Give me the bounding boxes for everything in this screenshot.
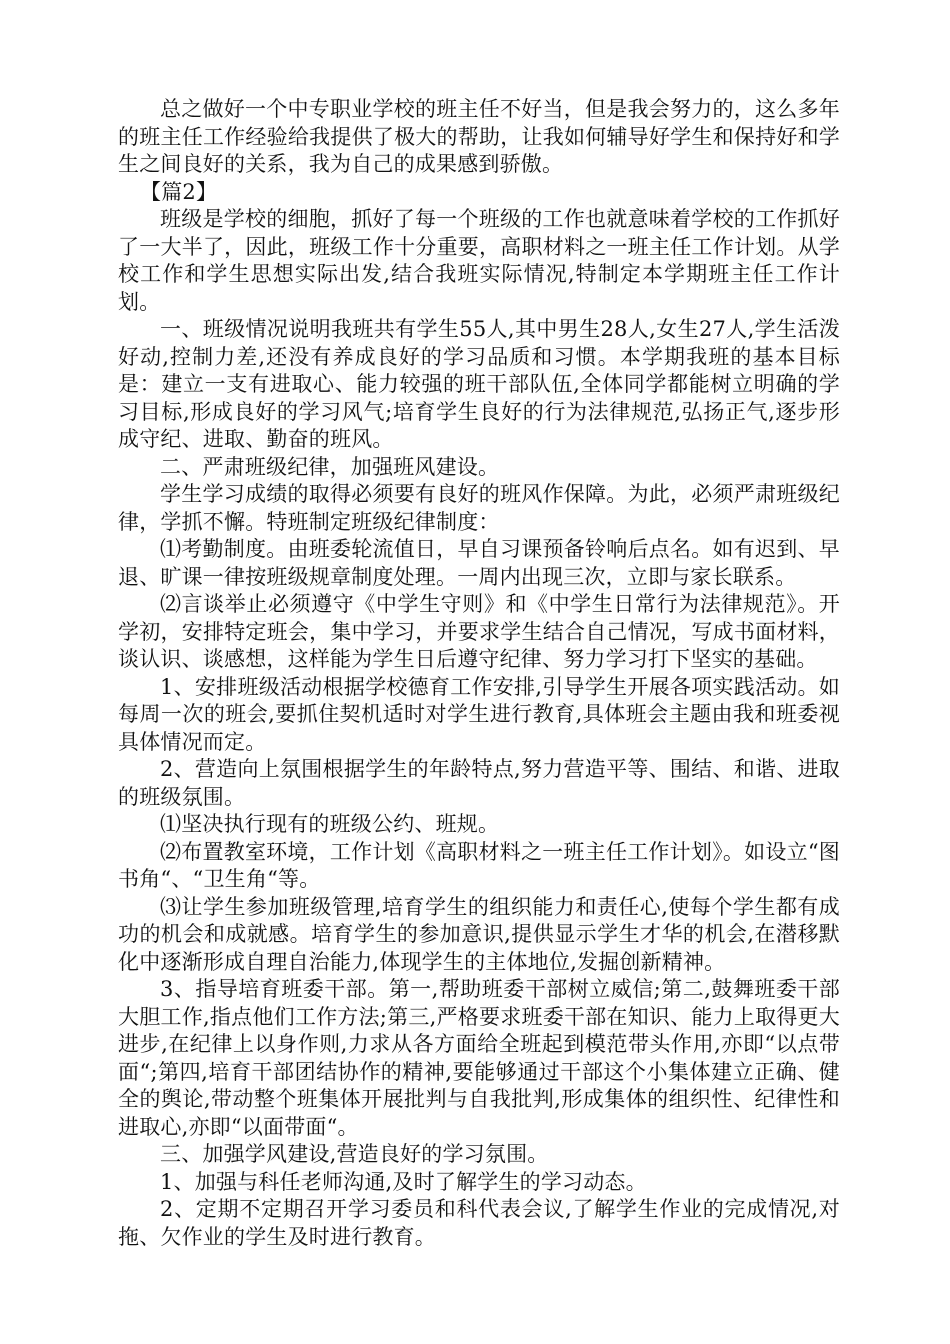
paragraph-intro: 班级是学校的细胞，抓好了每一个班级的工作也就意味着学校的工作抓好了一大半了，因此，班级工作十分重要，高职材料之一班主任工作计划。从学校工作和学生思想实际出发,结合我班实际情况,特制定本学期班主任工作计划。 [118, 207, 840, 314]
document-body [118, 96, 840, 1251]
paragraph-attendance: ⑴考勤制度。由班委轮流值日，早自习课预备铃响后点名。如有迟到、早退、旷课一律按班级规章制度处理。一周内出现三次，立即与家长联系。 [118, 537, 840, 589]
paragraph-discipline-heading: 二、严肃班级纪律，加强班风建设。 [160, 454, 500, 479]
paragraph-teacher-communication: 1、加强与科任老师沟通,及时了解学生的学习动态。 [160, 1169, 647, 1194]
paragraph-atmosphere: 2、营造向上氛围根据学生的年龄特点,努力营造平等、围结、和谐、进取的班级氛围。 [118, 757, 840, 809]
paragraph-study-style-heading: 三、加强学风建设,营造良好的学习氛围。 [160, 1142, 549, 1166]
section-heading-part-2: 【篇2】 [140, 179, 218, 204]
paragraph-discipline-intro: 学生学习成绩的取得必须要有良好的班风作保障。为此，必须严肃班级纪律，学抓不懈。特班制定班级纪律制度： [118, 482, 840, 534]
paragraph-conduct: ⑵言谈举止必须遵守《中学生守则》和《中学生日常行为法律规范》。开学初，安排特定班会，集中学习，并要求学生结合自己情况，写成书面材料，谈认识、谈感想，这样能为学生日后遵守纪律、努力学习打下坚实的基础。 [118, 592, 840, 671]
paragraph-conclusion: 总之做好一个中专职业学校的班主任不好当，但是我会努力的，这么多年的班主任工作经验给我提供了极大的帮助，让我如何辅导好学生和保持好和学生之间良好的关系，我为自己的成果感到骄傲。 [118, 97, 840, 176]
paragraph-meetings: 2、定期不定期召开学习委员和科代表会议,了解学生作业的完成情况,对拖、欠作业的学生及时进行教育。 [118, 1197, 840, 1249]
paragraph-activities: 1、安排班级活动根据学校德育工作安排,引导学生开展各项实践活动。如每周一次的班会,要抓住契机适时对学生进行教育,具体班会主题由我和班委视具体情况而定。 [118, 674, 840, 754]
paragraph-class-rules: ⑴坚决执行现有的班级公约、班规。 [160, 812, 500, 836]
paragraph-class-committee: 3、指导培育班委干部。第一,帮助班委干部树立威信;第二,鼓舞班委干部大胆工作,指点他们工作方法;第三,严格要求班委干部在知识、能力上取得更大进步,在纪律上以身作则,力求从各方面给全班起到模范带头作用,亦即“以点带面“;第四,培育干部团结协作的精神,要能够通过干部这个小集体建立正确、健全的舆论,带动整个班集体开展批判与自我批判,形成集体的组织性、纪律性和进取心,亦即“以面带面“。 [118, 977, 840, 1139]
paragraph-participation: ⑶让学生参加班级管理,培育学生的组织能力和责任心,使每个学生都有成功的机会和成就感。培育学生的参加意识,提供显示学生才华的机会,在潜移默化中逐渐形成自理自治能力,体现学生的主体地位,发掘创新精神。 [118, 894, 840, 974]
paragraph-class-situation: 一、班级情况说明我班共有学生55人,其中男生28人,女生27人,学生活泼好动,控制力差,还没有养成良好的学习品质和习惯。本学期我班的基本目标是：建立一支有进取心、能力较强的班干部队伍,全体同学都能树立明确的学习目标,形成良好的学习风气;培育学生良好的行为法律规范,弘扬正气,逐步形成守纪、进取、勤奋的班风。 [118, 317, 840, 451]
paragraph-classroom: ⑵布置教室环境，工作计划《高职材料之一班主任工作计划》。如设立“图书角“、“卫生角“等。 [118, 839, 840, 891]
